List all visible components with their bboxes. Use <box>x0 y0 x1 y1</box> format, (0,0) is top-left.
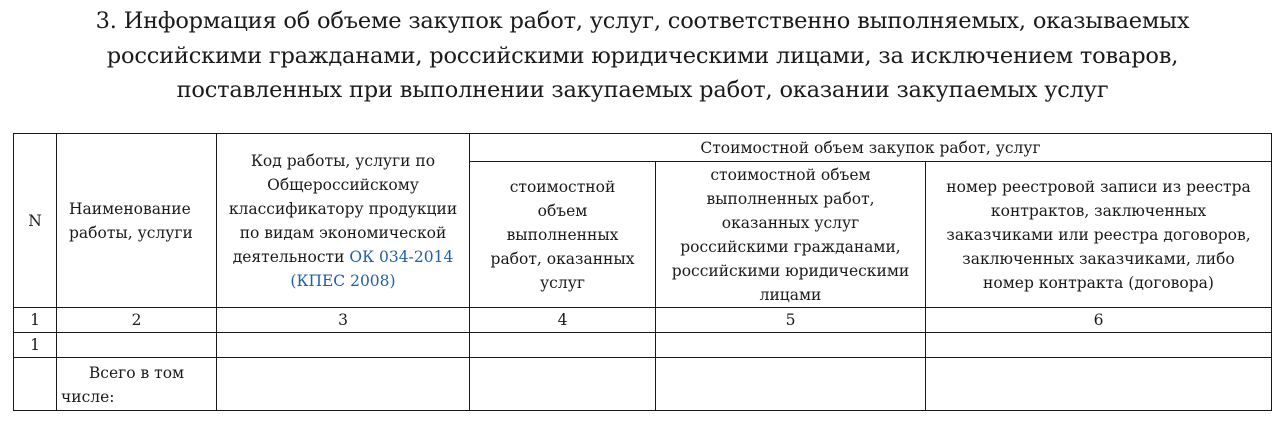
empty-cell <box>14 358 57 411</box>
empty-cell <box>217 333 470 358</box>
empty-cell <box>656 333 926 358</box>
total-row <box>14 358 1272 411</box>
column-number: 2 <box>57 308 217 333</box>
header-cost-group: Стоимостной объем закупок работ, услуг <box>470 134 1272 162</box>
column-number-row <box>14 308 1272 333</box>
row-number: 1 <box>14 333 57 358</box>
header-work-name: Наименование работы, услуги <box>57 134 217 308</box>
title-line-1: 3. Информация об объеме закупок работ, услуг, соответственно выполняемых, оказываемых <box>95 8 1190 34</box>
classifier-link[interactable]: ОК 034-2014 (КПЕС 2008) <box>290 247 454 290</box>
header-cost-russian: стоимостной объем выполненных работ, оказанных услуг российскими гражданами, российскими юридическими лицами <box>656 162 926 308</box>
header-cost-total: стоимостной объем выполненных работ, оказанных услуг <box>470 162 656 308</box>
empty-cell <box>656 358 926 411</box>
column-number: 5 <box>656 308 926 333</box>
empty-cell <box>57 333 217 358</box>
header-n: N <box>14 134 57 308</box>
table-row <box>14 333 1272 358</box>
empty-cell <box>470 333 656 358</box>
header-registry-number: номер реестровой записи из реестра контрактов, заключенных заказчиками или реестра договоров, заключенных заказчиками, либо номер контракта (договора) <box>926 162 1272 308</box>
total-label: Всего в том числе: <box>57 358 217 411</box>
title-line-3: поставленных при выполнении закупаемых работ, оказании закупаемых услуг <box>176 77 1109 103</box>
empty-cell <box>217 358 470 411</box>
section-title <box>0 4 1285 108</box>
empty-cell <box>926 333 1272 358</box>
empty-cell <box>470 358 656 411</box>
column-number: 4 <box>470 308 656 333</box>
header-code <box>217 134 470 308</box>
column-number: 3 <box>217 308 470 333</box>
empty-cell <box>926 358 1272 411</box>
title-line-2: российскими гражданами, российскими юридическими лицами, за исключением товаров, <box>106 42 1179 69</box>
procurement-table <box>13 133 1272 411</box>
column-number: 6 <box>926 308 1272 333</box>
header-code-text: Код работы, услуги по Общероссийскому классификатору продукции по видам экономической деятельности <box>228 151 458 266</box>
column-number: 1 <box>14 308 57 333</box>
